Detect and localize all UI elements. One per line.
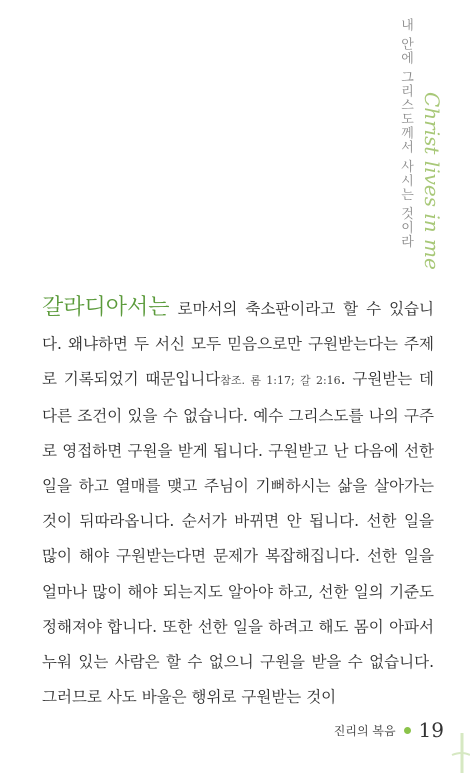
section-label: 진리의 복음 <box>333 723 396 738</box>
running-header-english: Christ lives in me <box>420 92 444 270</box>
body-text-part-1: 로마서의 축소판이라고 할 수 있습니다. 왜냐하면 두 서신 모두 믿음으로만 구원받는다는 주제로 기록되었기 때문입니다 <box>42 300 434 389</box>
scripture-reference: 참조. 롬 1:17; 갈 2:16 <box>220 374 341 388</box>
body-paragraph <box>42 290 434 715</box>
page-number: 19 <box>418 718 444 742</box>
lead-word: 갈라디아서는 <box>42 295 170 320</box>
page-footer <box>334 718 444 742</box>
bullet-dot-icon <box>404 727 411 734</box>
body-text-part-2: . 구원받는 데 다른 조건이 있을 수 없습니다. 예수 그리스도를 나의 구주로 영접하면 구원을 받게 됩니다. 구원받고 난 다음에 선한 일을 하고 열매를 맺고 주님이 기뻐하시는 삶을 살아가는 것이 뒤따라옵니다. 순서가 바뀌면 안 됩니다. 선한 일을 많이 해야 구원받는다면 문제가 복잡해집니다. 선한 일을 얼마나 많이 해야 되는지도 알아야 하고, 선한 일의 기준도 정해져야 합니다. 또한 선한 일을 하려고 해도 몸이 아파서 누워 있는 사람은 할 수 없으니 구원을 받을 수 없습니다. 그러므로 사도 바울은 행위로 구원받는 것이 <box>42 370 434 707</box>
corner-decoration-icon <box>448 733 470 773</box>
running-header-korean: 내 안에 그리스도께서 사시는 것이라 <box>398 18 413 249</box>
